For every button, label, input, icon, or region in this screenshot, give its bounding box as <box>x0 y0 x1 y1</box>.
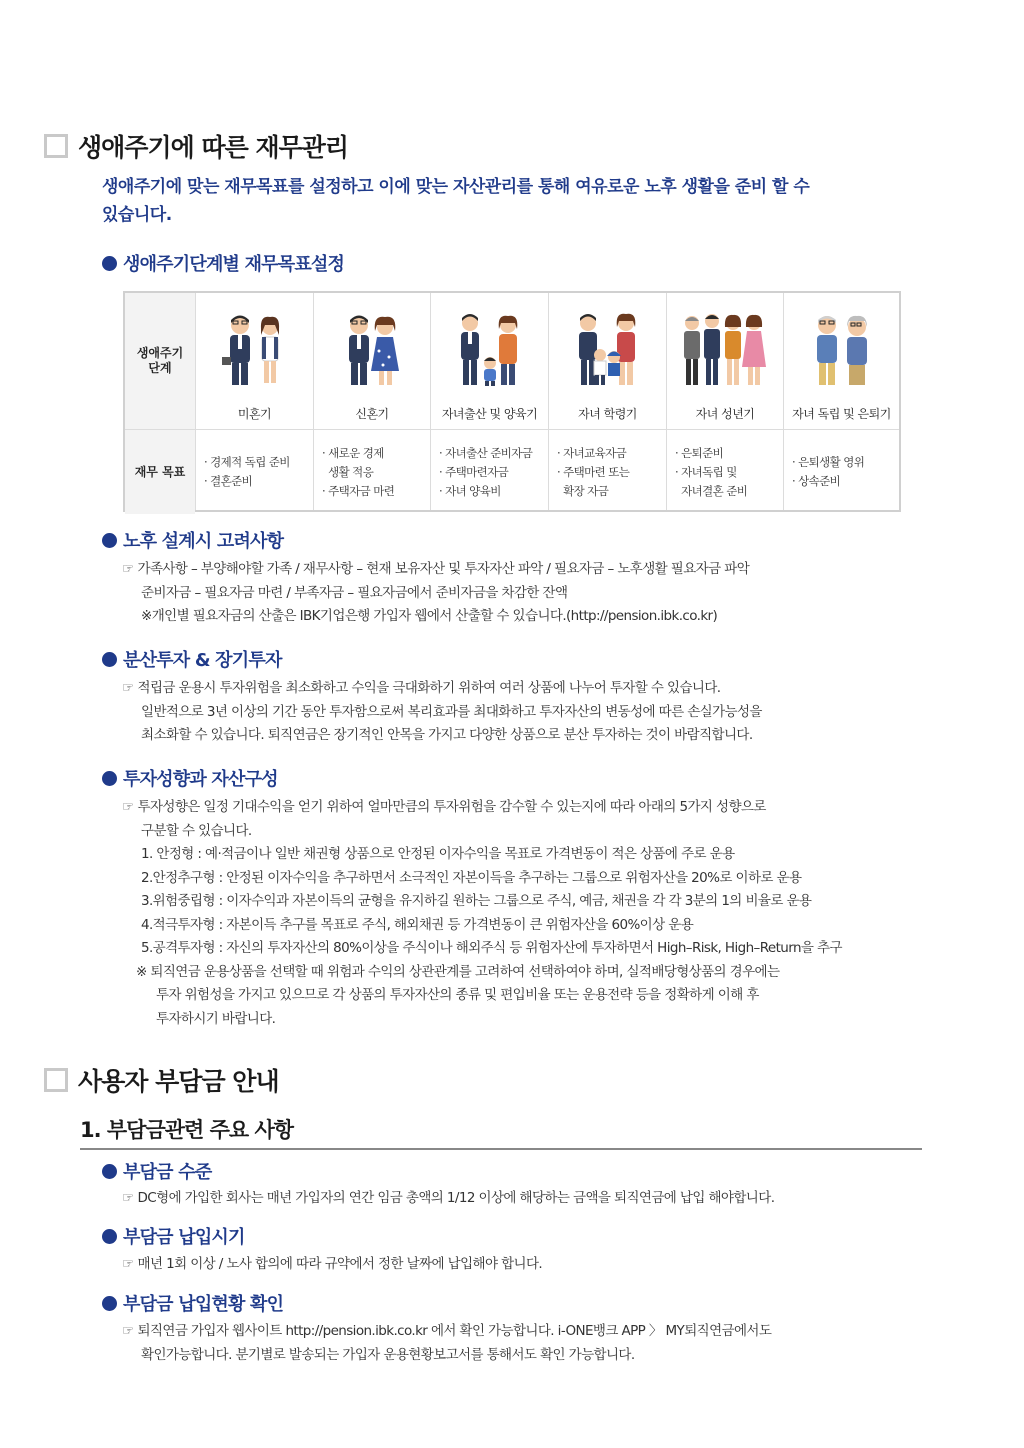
stage-label: 자녀 독립 및 은퇴기 <box>792 407 891 421</box>
stage-label: 신혼기 <box>355 407 389 421</box>
stage-label: 자녀 학령기 <box>578 407 637 421</box>
investment-profile-text: ☞ 투자성향은 일정 기대수익을 얻기 위하여 얼마만큼의 투자위험을 감수할 수 있는지에 따라 아래의 5가지 성향으로 구분할 수 있습니다. 1. 안정형 : 예·적금이나 일반 채권형 상품으로 안정된 이자수익을 목표로 가격변동이 적은 상품에 주로 운용 2.안정추구형 : 안정된 이자수익을 추구하면서 소극적인 자본이득을 추구하는 그룹으로 위험자산을 20%로 이하로 운용 3.위험중립형 : 이자수익과 자본이득의 균형을 유지하길 원하는 그룹으로 주식, 예금, 채권을 각 각 3분의 1의 비율로 운용 4.적극투자형 : 자본이득 추구를 목표로 주식, 해외채권 등 가격변동이 큰 위험자산을 60%이상 운용 5.공격투자형 : 자신의 투자자산의 80%이상을 주식이나 해외주식 등 위험자산에 투자하면서 High–Risk, High–Return을 추구 ※ 퇴직연금 운용상품을 선택할 때 위험과 수익의 상관관계를 고려하여 선택하여야 하며, 실적배당형상품의 경우에는 투자 위험성을 가지고 있으므로 각 상품의 투자자산의 종류 및 편입비율 또는 운용전략 등을 정확하게 이해 후 투자하시기 바랍니다. <box>122 799 842 1027</box>
pointing-hand-icon: ☞ <box>122 1323 134 1339</box>
bullet-icon <box>102 652 117 667</box>
bullet-icon <box>102 771 117 786</box>
stage-adult-children <box>667 293 783 429</box>
bullet-icon <box>102 1164 117 1179</box>
pointing-hand-icon: ☞ <box>122 1190 134 1206</box>
stage-childbirth <box>431 293 548 429</box>
heading-investment-profile: 투자성향과 자산구성 <box>102 765 278 791</box>
goal-cell-single: · 경제적 독립 준비 · 결혼준비 <box>204 455 290 488</box>
square-icon <box>44 1068 68 1092</box>
heading-diversification: 분산투자 & 장기투자 <box>102 646 282 672</box>
subheading-contribution-key-points: 1. 부담금관련 주요 사항 <box>80 1114 922 1150</box>
square-icon <box>44 134 68 158</box>
goal-cell-school-age: · 자녀교육자금 · 주택마련 또는 확장 자금 <box>557 445 630 498</box>
lifecycle-table <box>123 291 901 512</box>
bullet-icon <box>102 1229 117 1244</box>
retirement-planning-text: ☞ 가족사항 – 부양해야할 가족 / 재무사항 – 현재 보유자산 및 투자자산 파악 / 필요자금 – 노후생활 필요자금 파악 준비자금 – 필요자금 마련 / 부족자금 – 필요자금에서 준비자금을 차감한 잔액 ※개인별 필요자금의 산출은 IBK기업은행 가입자 웹에서 산출할 수 있습니다.(http://pension.ibk.co.kr) <box>122 561 750 624</box>
contribution-timing-text: ☞ 매년 1회 이상 / 노사 합의에 따라 규약에서 정한 날짜에 납입해야 합니다. <box>122 1256 543 1272</box>
goal-cell-childbirth: · 자녀출산 준비자금 · 주택마련자금 · 자녀 양육비 <box>439 445 533 498</box>
section-title-lifecycle: 생애주기에 따른 재무관리 <box>44 128 348 164</box>
stage-label: 자녀 성년기 <box>695 407 755 421</box>
goal-cell-newlywed: · 새로운 경제 생활 적응 · 주택자금 마련 <box>322 445 395 498</box>
heading-retirement-planning: 노후 설계시 고려사항 <box>102 527 283 553</box>
pointing-hand-icon: ☞ <box>122 799 134 815</box>
row-label-stage: 생애주기 단계 <box>136 346 184 375</box>
stage-newlywed <box>314 293 430 429</box>
stage-label: 미혼기 <box>237 407 272 421</box>
family-school-age-illustration <box>549 311 666 389</box>
bullet-icon <box>102 1296 117 1311</box>
heading-contribution-status: 부담금 납입현황 확인 <box>102 1290 283 1316</box>
goal-cell-retirement: · 은퇴생활 영위 · 상속준비 <box>792 455 865 488</box>
pointing-hand-icon: ☞ <box>122 561 134 577</box>
newlywed-couple-illustration <box>314 311 430 389</box>
contribution-status-text: ☞ 퇴직연금 가입자 웹사이트 http://pension.ibk.co.kr 에서 확인 가능합니다. i-ONE뱅크 APP 〉 MY퇴직연금에서도 확인가능합니다. 분기별로 발송되는 가입자 운용현황보고서를 통해서도 확인 가능합니다. <box>122 1323 772 1363</box>
elderly-couple-illustration <box>784 311 899 389</box>
stage-school-age <box>549 293 666 429</box>
stage-retirement <box>784 293 899 429</box>
intro-text: 생애주기에 맞는 재무목표를 설정하고 이에 맞는 자산관리를 통해 여유로운 노후 생활을 준비 할 수 있습니다. <box>102 177 810 225</box>
bullet-icon <box>102 256 117 271</box>
contribution-level-text: ☞ DC형에 가입한 회사는 매년 가입자의 연간 임금 총액의 1/12 이상에 해당하는 금액을 퇴직연금에 납입 해야합니다. <box>122 1190 775 1206</box>
pointing-hand-icon: ☞ <box>122 1256 134 1272</box>
bullet-icon <box>102 533 117 548</box>
heading-lifecycle-goals: 생애주기단계별 재무목표설정 <box>102 250 344 276</box>
stage-single <box>196 293 313 429</box>
row-label-goal: 재무 목표 <box>134 464 186 479</box>
family-adult-children-illustration <box>667 311 783 389</box>
single-couple-illustration <box>196 311 313 389</box>
pointing-hand-icon: ☞ <box>122 680 134 696</box>
diversification-text: ☞ 적립금 운용시 투자위험을 최소화하고 수익을 극대화하기 위하여 여러 상품에 나누어 투자할 수 있습니다. 일반적으로 3년 이상의 기간 동안 투자함으로써 복리효과를 최대화하고 투자자산의 변동성에 따른 손실가능성을 최소화할 수 있습니다. 퇴직연금은 장기적인 안목을 가지고 다양한 상품으로 분산 투자하는 것이 바람직합니다. <box>122 680 762 743</box>
heading-contribution-level: 부담금 수준 <box>102 1158 211 1184</box>
section-title-employer-contribution: 사용자 부담금 안내 <box>44 1062 279 1098</box>
goal-cell-adult-children: · 은퇴준비 · 자녀독립 및 자녀결혼 준비 <box>675 445 748 498</box>
heading-contribution-timing: 부담금 납입시기 <box>102 1223 245 1249</box>
stage-label: 자녀출산 및 양육기 <box>441 407 538 421</box>
family-with-baby-illustration <box>431 311 548 389</box>
